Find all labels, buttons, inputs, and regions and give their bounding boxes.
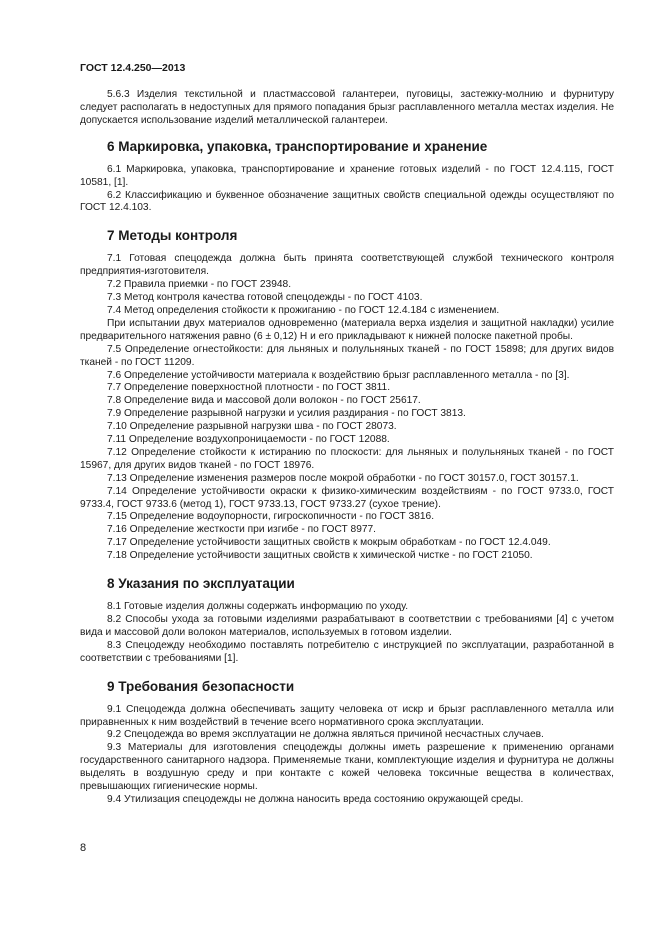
paragraph: 6.1 Маркировка, упаковка, транспортирование и хранение готовых изделий - по ГОСТ 12.4.115, ГОСТ 10581, [1].	[80, 163, 614, 188]
paragraph: 7.9 Определение разрывной нагрузки и усилия раздирания - по ГОСТ 3813.	[107, 408, 466, 420]
paragraph: 7.15 Определение водоупорности, гигроскопичности - по ГОСТ 3816.	[107, 511, 435, 523]
paragraph: 9.2 Спецодежда во время эксплуатации не должна являться причиной несчастных случаев.	[107, 729, 544, 741]
paragraph: 9.3 Материалы для изготовления спецодежды должны иметь разрешение к применению органами государственного санитарного надзора. Применяемые ткани, комплектующие изделия и фурнитура не должны выделять в воздушную среду и при контакте с кожей человека токсичные вещества в количествах, превышающих гигиенические нормы.	[80, 742, 614, 793]
paragraph: 8.3 Спецодежду необходимо поставлять потребителю с инструкцией по эксплуатации, разработанной в соответствии с требованиями [1].	[80, 639, 614, 664]
paragraph: 7.7 Определение поверхностной плотности - по ГОСТ 3811.	[107, 382, 391, 394]
section-title: 9 Требования безопасности	[107, 678, 295, 694]
paragraph: 7.18 Определение устойчивости защитных свойств к химической чистке - по ГОСТ 21050.	[107, 550, 533, 562]
document-code-header: ГОСТ 12.4.250—2013	[80, 62, 186, 74]
intro-block	[80, 89, 614, 128]
paragraph: 8.1 Готовые изделия должны содержать информацию по уходу.	[107, 601, 409, 613]
paragraph: 6.2 Классификацию и буквенное обозначение защитных свойств специальной одежды осуществляют по ГОСТ 12.4.103.	[80, 189, 614, 214]
section	[80, 138, 614, 216]
paragraph: 9.4 Утилизация спецодежды не должна наносить вреда состоянию окружающей среды.	[107, 793, 524, 805]
paragraph: 7.14 Определение устойчивости окраски к физико-химическим воздействиям - по ГОСТ 9733.0, ГОСТ 9733.4, ГОСТ 9733.6 (метод 1), ГОСТ 9733.13, ГОСТ 9733.27 (сухое трение).	[80, 485, 614, 510]
paragraph: 7.11 Определение воздухопроницаемости - по ГОСТ 12088.	[107, 434, 390, 446]
paragraph: 7.10 Определение разрывной нагрузки шва - по ГОСТ 28073.	[107, 421, 397, 433]
section	[80, 575, 614, 666]
paragraph: 7.3 Метод контроля качества готовой спецодежды - по ГОСТ 4103.	[107, 292, 423, 304]
section	[80, 678, 614, 807]
paragraph: 7.8 Определение вида и массовой доли волокон - по ГОСТ 25617.	[107, 395, 421, 407]
section-title: 7 Методы контроля	[107, 228, 238, 244]
paragraph: 7.1 Готовая спецодежда должна быть принята соответствующей службой технического контроля предприятия-изготовителя.	[80, 253, 614, 278]
paragraph: 7.13 Определение изменения размеров после мокрой обработки - по ГОСТ 30157.0, ГОСТ 30157.1.	[107, 472, 579, 484]
section	[80, 227, 614, 563]
paragraph: 7.5 Определение огнестойкости: для льняных и полульняных тканей - по ГОСТ 15898; для других видов тканей - по ГОСТ 11209.	[80, 343, 614, 368]
paragraph: 5.6.3 Изделия текстильной и пластмассовой галантереи, пуговицы, застежку-молнию и фурнитуру следует располагать в недоступных для прямого попадания брызг расплавленного металла местах изделия. Не допускается использование изделий металлической галантереи.	[80, 89, 614, 126]
paragraph: При испытании двух материалов одновременно (материала верха изделия и защитной накладки) усилие предварительного натяжения равно (6 ± 0,12) Н и его прикладывают к нижней полоске пакетной пробы.	[80, 317, 614, 342]
paragraph: 7.16 Определение жесткости при изгибе - по ГОСТ 8977.	[107, 524, 377, 536]
paragraph: 7.2 Правила приемки - по ГОСТ 23948.	[107, 279, 292, 291]
paragraph: 7.4 Метод определения стойкости к прожиганию - по ГОСТ 12.4.184 с изменением.	[107, 304, 500, 316]
section-title: 6 Маркировка, упаковка, транспортирование и хранение	[107, 138, 488, 154]
page-number: 8	[80, 842, 87, 854]
sections-container	[80, 138, 614, 807]
paragraph: 9.1 Спецодежда должна обеспечивать защиту человека от искр и брызг расплавленного металла или приравненных к ним воздействий в течение всего нормативного срока эксплуатации.	[80, 703, 614, 728]
section-title: 8 Указания по эксплуатации	[107, 576, 295, 592]
paragraph: 7.12 Определение стойкости к истиранию по плоскости: для льняных и полульняных тканей - по ГОСТ 15967, для других видов тканей - по ГОСТ 18976.	[80, 446, 614, 471]
document-page	[80, 62, 614, 807]
paragraph: 7.17 Определение устойчивости защитных свойств к мокрым обработкам - по ГОСТ 12.4.049.	[107, 537, 551, 549]
paragraph: 7.6 Определение устойчивости материала к воздействию брызг расплавленного металла - по [3].	[107, 369, 570, 381]
paragraph: 8.2 Способы ухода за готовыми изделиями разрабатывают в соответствии с требованиями [4] с учетом вида и массовой доли волокон материалов, используемых в готовом изделии.	[80, 614, 614, 638]
